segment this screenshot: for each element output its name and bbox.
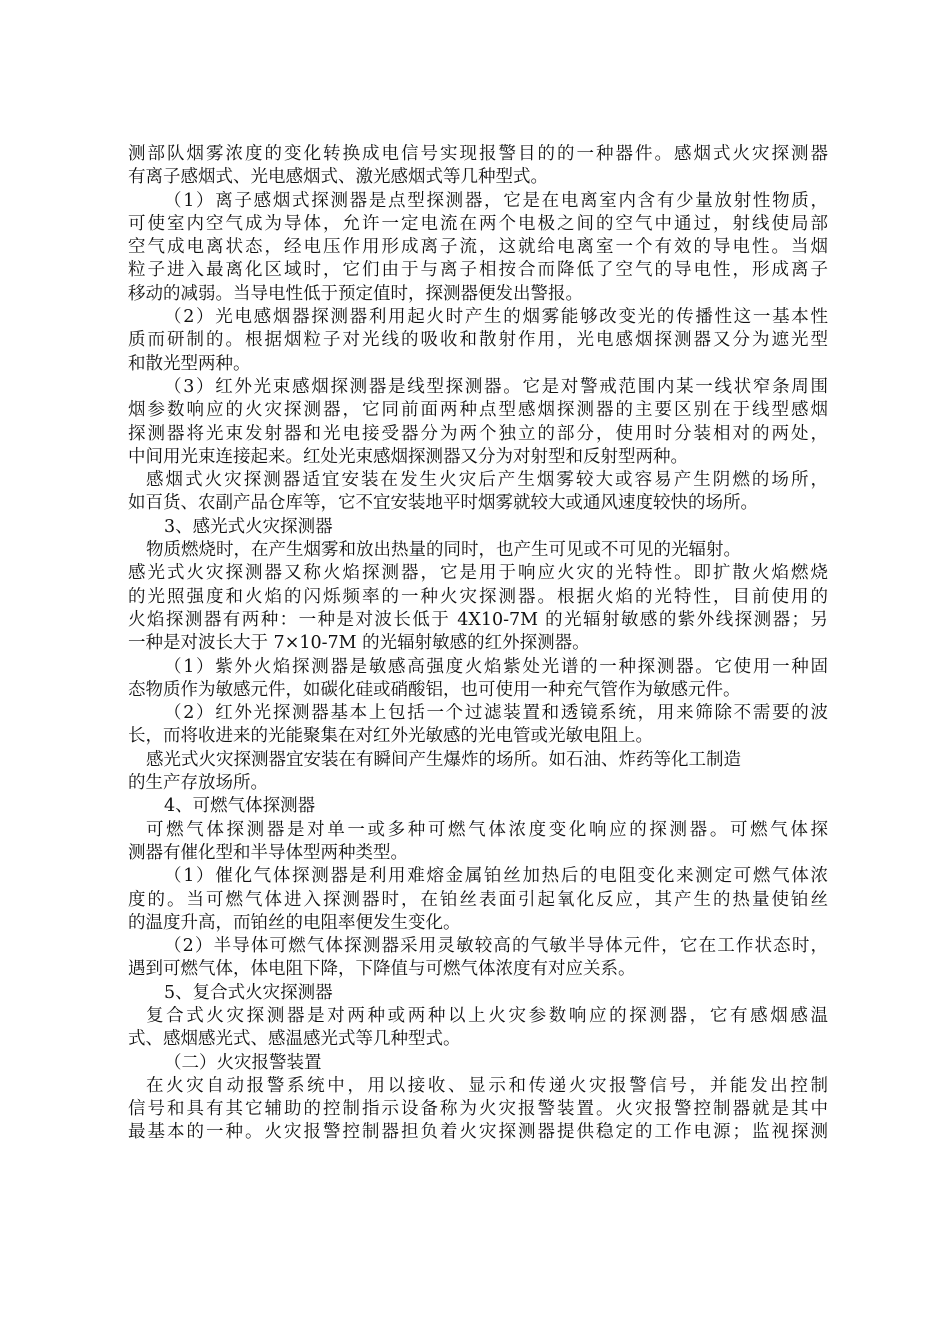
text-line: 和散光型两种。 [128,353,251,374]
text-line: 烟参数响应的火灾探测器，它同前面两种点型感烟探测器的主要区别在于线型感烟 [128,400,828,421]
text-line: 3、感光式火灾探测器 [164,516,333,537]
text-line: 度的。当可燃气体进入探测器时，在铂丝表面引起氧化反应，其产生的热量使铂丝 [128,889,828,910]
text-line: 探测器将光束发射器和光电接受器分为两个独立的部分，使用时分装相对的两处， [128,423,828,444]
text-line: （2）半导体可燃气体探测器采用灵敏较高的气敏半导体元件，它在工作状态时， [164,936,828,957]
text-line: 空气成电离状态，经电压作用形成离子流，这就给电离室一个有效的导电性。当烟 [128,237,828,258]
text-line: （3）红外光束感烟探测器是线型探测器。它是对警戒范围内某一线状窄条周围 [164,376,828,397]
text-line: 感烟式火灾探测器适宜安装在发生火灾后产生烟雾较大或容易产生阴燃的场所， [146,470,828,491]
text-line: 测器有催化型和半导体型两种类型。 [128,842,408,863]
text-line: 4、可燃气体探测器 [164,796,316,817]
text-line: 复合式火灾探测器是对两种或两种以上火灾参数响应的探测器，它有感烟感温 [146,1005,828,1026]
document-page [128,143,828,1145]
text-line: 感光式火灾探测器又称火焰探测器，它是用于响应火灾的光特性。即扩散火焰燃烧 [128,563,828,584]
text-line: 物质燃烧时，在产生烟雾和放出热量的同时，也产生可见或不可见的光辐射。 [146,540,741,561]
text-line: 如百货、农副产品仓库等，它不宜安装地平时烟雾就较大或通风速度较快的场所。 [128,493,758,514]
text-line: （二）火灾报警装置 [164,1052,322,1073]
text-line: （1）催化气体探测器是利用难熔金属铂丝加热后的电阻变化来测定可燃气体浓 [164,866,828,887]
text-line: 最基本的一种。火灾报警控制器担负着火灾探测器提供稳定的工作电源；监视探测 [128,1122,828,1143]
text-line: 移动的减弱。当导电性低于预定值时，探测器便发出警报。 [128,283,583,304]
text-line: 遇到可燃气体，体电阻下降，下降值与可燃气体浓度有对应关系。 [128,959,636,980]
text-line: （1）离子感烟式探测器是点型探测器，它是在电离室内含有少量放射性物质， [164,190,828,211]
text-line: 有离子感烟式、光电感烟式、激光感烟式等几种型式。 [128,167,548,188]
text-line: （1）紫外火焰探测器是敏感高强度火焰紫处光谱的一种探测器。它使用一种固 [164,656,828,677]
text-line: （2）光电感烟器探测器利用起火时产生的烟雾能够改变光的传播性这一基本性 [164,307,828,328]
text-line: 态物质作为敏感元件，如碳化硅或硝酸铝，也可使用一种充气管作为敏感元件。 [128,679,741,700]
text-line: 粒子进入最离化区域时，它们由于与离子相按合而降低了空气的导电性，形成离子 [128,260,828,281]
text-line: 5、复合式火灾探测器 [164,982,333,1003]
text-line: 质而研制的。根据烟粒子对光线的吸收和散射作用，光电感烟探测器又分为遮光型 [128,330,828,351]
text-line: 可燃气体探测器是对单一或多种可燃气体浓度变化响应的探测器。可燃气体探 [146,819,828,840]
text-line: 的生产存放场所。 [128,773,268,794]
text-line: 可使室内空气成为导体，允许一定电流在两个电极之间的空气中通过，射线使局部 [128,213,828,234]
text-line: 的光照强度和火焰的闪烁频率的一种火灾探测器。根据火焰的光特性，目前使用的 [128,586,828,607]
text-line: 长，而将收进来的光能聚集在对红外光敏感的光电管或光敏电阻上。 [128,726,653,747]
text-line: 火焰探测器有两种：一种是对波长低于 4X10-7M 的光辐射敏感的紫外线探测器；另 [128,609,828,630]
text-line: 感光式火灾探测器宜安装在有瞬间产生爆炸的场所。如石油、炸药等化工制造 [146,749,741,770]
text-line: 的温度升高，而铂丝的电阻率便发生变化。 [128,912,461,933]
text-line: 式、感烟感光式、感温感光式等几种型式。 [128,1029,461,1050]
text-line: 中间用光束连接起来。红处光束感烟探测器又分为对射型和反射型两种。 [128,446,688,467]
text-line: （2）红外光探测器基本上包括一个过滤装置和透镜系统，用来筛除不需要的波 [164,703,828,724]
text-line: 信号和具有其它辅助的控制指示设备称为火灾报警装置。火灾报警控制器就是其中 [128,1099,828,1120]
text-line: 在火灾自动报警系统中，用以接收、显示和传递火灾报警信号，并能发出控制 [146,1075,828,1096]
text-line: 一种是对波长大于 7×10-7M 的光辐射敏感的红外探测器。 [128,633,590,654]
text-line: 测部队烟雾浓度的变化转换成电信号实现报警目的的一种器件。感烟式火灾探测器 [128,144,828,164]
